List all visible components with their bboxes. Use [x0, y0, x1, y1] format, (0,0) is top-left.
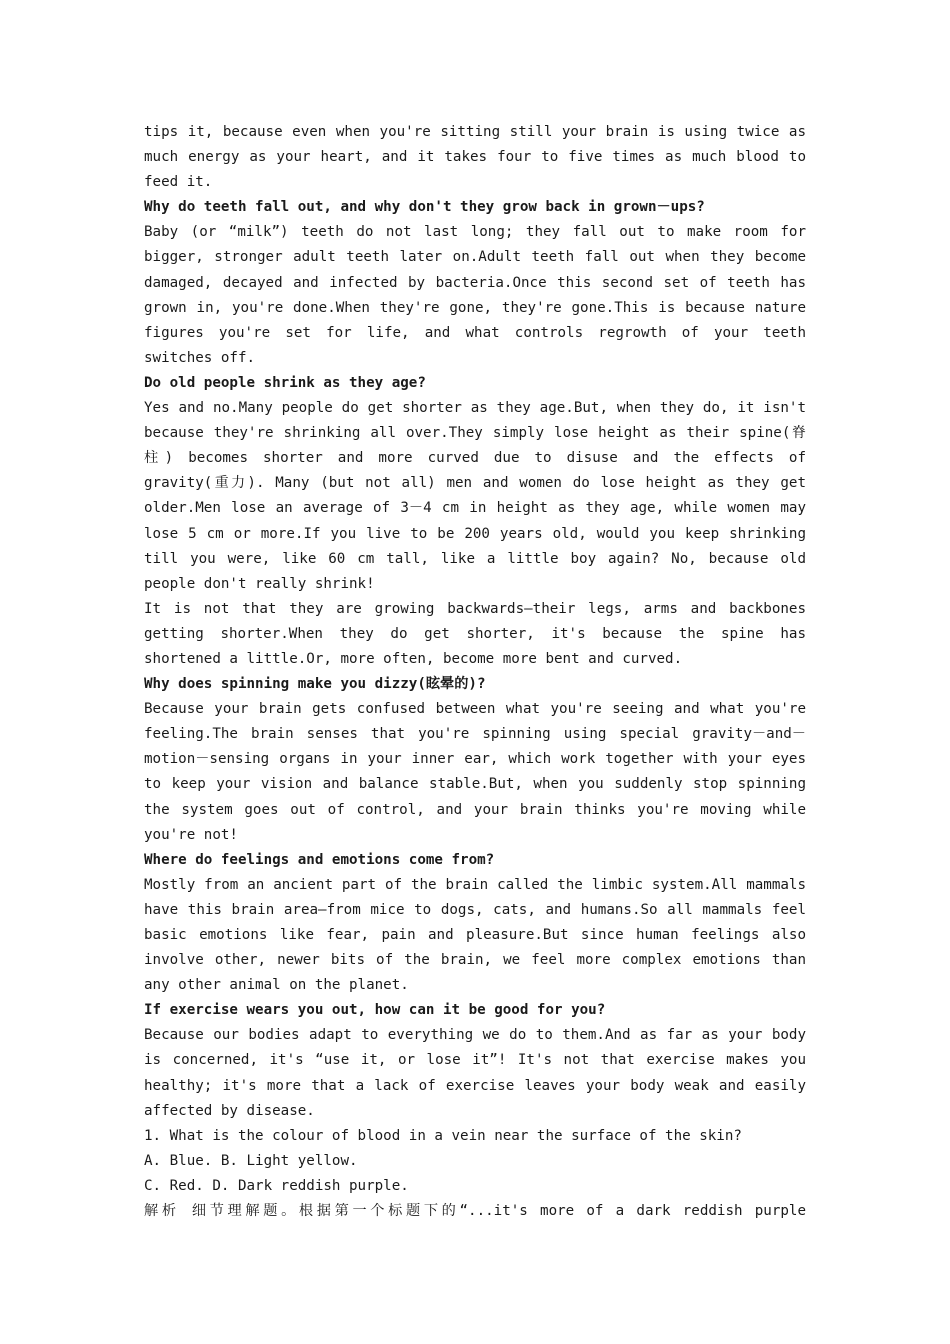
paragraph-exercise: Because our bodies adapt to everything we do to them.And as far as your body is concerned, it's “use it, or lose it”! It's not that exercise makes you healthy; it's more that a lack of exercise leaves your body weak and easily affected by disease.	[144, 1027, 806, 1119]
heading-exercise: If exercise wears you out, how can it be good for you?	[144, 1002, 606, 1019]
article-body	[144, 120, 806, 1224]
question-1-options-cd: C. Red. D. Dark reddish purple.	[144, 1177, 409, 1194]
paragraph-teeth: Baby (or “milk”) teeth do not last long; they fall out to make room for bigger, stronger adult teeth later on.Adult teeth fall out when they become damaged, decayed and infected by bacteria.Once this second set of teeth has grown in, you're done.When they're gone, they're gone.This is because nature figures you're set for life, and what controls regrowth of your teeth switches off.	[144, 224, 806, 366]
paragraph-backwards: It is not that they are growing backwards—their legs, arms and backbones getting shorter.When they do get shorter, it's because the spine has shortened a little.Or, more often, become more bent and curved.	[144, 600, 806, 667]
heading-teeth: Why do teeth fall out, and why don't they grow back in grown－ups?	[144, 199, 705, 216]
heading-shrink: Do old people shrink as they age?	[144, 374, 426, 391]
paragraph-shrink: Yes and no.Many people do get shorter as they age.But, when they do, it isn't because they're shrinking all over.They simply lose height as their spine(脊柱) becomes shorter and more curved due to disuse and the effects of gravity(重力). Many (but not all) men and women do lose height as they get older.Men lose an average of 3－4 cm in height as they age, while women may lose 5 cm or more.If you live to be 200 years old, would you keep shrinking till you were, like 60 cm tall, like a little boy again? No, because old people don't really shrink!	[144, 400, 806, 592]
heading-dizzy: Why does spinning make you dizzy(眩晕的)?	[144, 676, 486, 693]
paragraph-emotions: Mostly from an ancient part of the brain called the limbic system.All mammals have this brain area—from mice to dogs, cats, and humans.So all mammals feel basic emotions like fear, pain and pleasure.But since human feelings also involve other, newer bits of the brain, we feel more complex emotions than any other animal on the planet.	[144, 876, 806, 994]
question-1: 1. What is the colour of blood in a vein near the surface of the skin?	[144, 1127, 742, 1144]
heading-emotions: Where do feelings and emotions come from?	[144, 851, 495, 868]
paragraph-brain-energy: tips it, because even when you're sitting still your brain is using twice as much energy as your heart, and it takes four to five times as much blood to feed it.	[144, 124, 806, 191]
answer-analysis: 解析 细节理解题。根据第一个标题下的“...it's more of a dark reddish purple	[144, 1203, 806, 1220]
paragraph-dizzy: Because your brain gets confused between what you're seeing and what you're feeling.The brain senses that you're spinning using special gravity－and－motion－sensing organs in your inner ear, which work together with your eyes to keep your vision and balance stable.But, when you suddenly stop spinning the system goes out of control, and your brain thinks you're moving while you're not!	[144, 701, 806, 843]
question-1-options-ab: A. Blue. B. Light yellow.	[144, 1152, 358, 1169]
